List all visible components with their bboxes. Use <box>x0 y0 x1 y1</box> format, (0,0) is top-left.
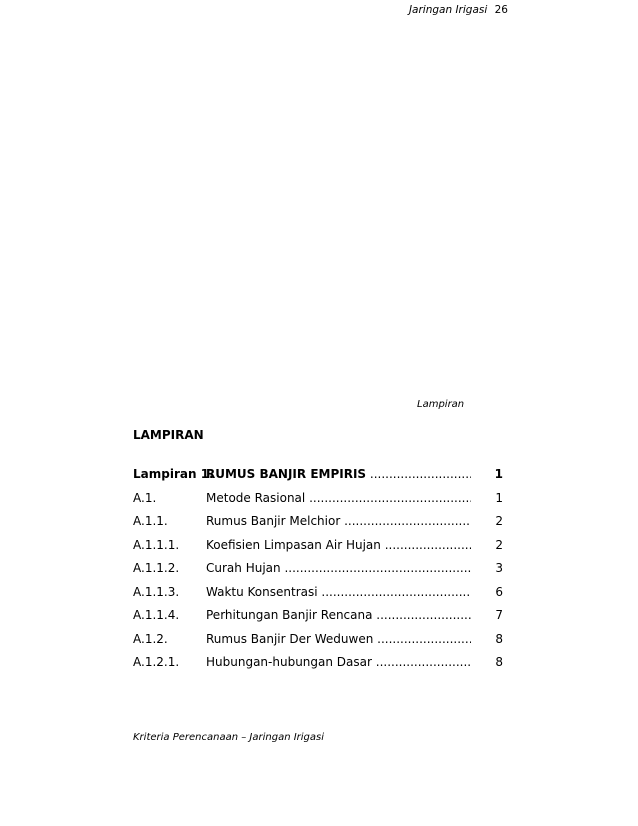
toc-entry-number: A.1.1. <box>133 514 168 528</box>
toc-entry-number: Lampiran 1. <box>133 467 214 481</box>
toc-entry <box>133 513 503 537</box>
toc-entry-number: A.1.1.1. <box>133 537 180 552</box>
toc-entry-title: Perhitungan Banjir Rencana ..... <box>206 607 471 623</box>
toc-entry-page: 1 <box>495 490 503 505</box>
header-document-title: Jaringan Irigasi <box>408 4 488 16</box>
section-label: Lampiran <box>417 399 465 410</box>
toc-entry <box>133 466 503 490</box>
toc-entry-page: 3 <box>495 561 503 575</box>
toc-entry-page: 6 <box>495 584 503 599</box>
toc-entry-title: Hubungan-hubungan Dasar ..... <box>206 654 471 670</box>
toc-entry-title: Waktu Konsentrasi ..... <box>206 584 471 600</box>
toc-entry-page: 8 <box>495 631 503 646</box>
main-heading: LAMPIRAN <box>133 428 204 442</box>
toc-entry <box>133 584 503 608</box>
toc-entry-title: Koefisien Limpasan Air Hujan ..... <box>206 537 471 553</box>
toc-entry-title: Curah Hujan ..... <box>206 560 471 576</box>
toc-entry-page: 2 <box>495 537 503 552</box>
toc-entry-page: 7 <box>495 608 503 622</box>
toc-entry <box>133 537 503 561</box>
page-footer: Kriteria Perencanaan – Jaringan Irigasi <box>133 732 325 743</box>
toc-entry-number: A.1.2. <box>133 631 168 646</box>
toc-entry <box>133 490 503 514</box>
toc-entry-number: A.1.1.3. <box>133 584 180 599</box>
table-of-contents <box>133 466 503 678</box>
toc-entry-number: A.1. <box>133 490 157 505</box>
toc-entry-title: Metode Rasional ..... <box>206 490 471 506</box>
toc-entry <box>133 654 503 678</box>
page-header <box>409 4 508 16</box>
toc-entry-number: A.1.1.4. <box>133 608 180 622</box>
toc-entry <box>133 631 503 655</box>
toc-entry <box>133 560 503 584</box>
toc-entry-title: Rumus Banjir Melchior ..... <box>206 513 471 529</box>
toc-entry <box>133 607 503 631</box>
toc-entry-page: 1 <box>494 467 503 481</box>
toc-entry-number: A.1.1.2. <box>133 561 180 575</box>
toc-entry-number: A.1.2.1. <box>133 655 180 669</box>
header-page-number: 26 <box>494 4 508 16</box>
toc-entry-title: RUMUS BANJIR EMPIRIS ..... <box>206 466 471 482</box>
toc-entry-page: 2 <box>495 514 503 528</box>
toc-entry-page: 8 <box>495 655 503 669</box>
toc-entry-title: Rumus Banjir Der Weduwen ..... <box>206 631 471 647</box>
